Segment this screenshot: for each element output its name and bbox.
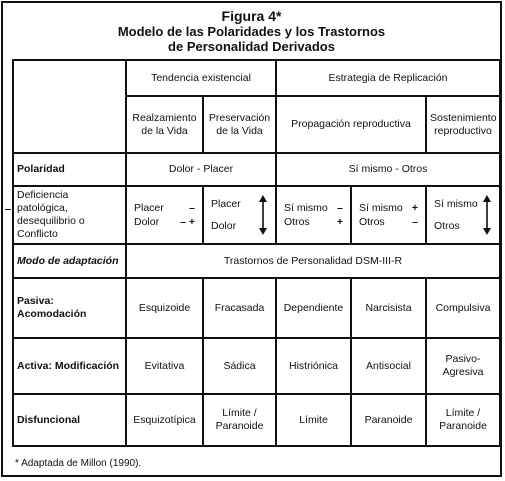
deficiencia-3-b-sign: + <box>336 216 343 228</box>
row-label-polaridad: Polaridad <box>13 153 126 186</box>
cell-disfuncional-3: Límite <box>276 394 351 446</box>
row-label-activa: Activa: Modificación <box>13 338 126 394</box>
cell-disfuncional-4: Paranoide <box>351 394 426 446</box>
deficiencia-1-a: Placer <box>134 202 164 214</box>
header-sostenimiento: Sostenimiento reproductivo <box>426 96 500 153</box>
title-line-1: Modelo de las Polaridades y los Trastornos <box>117 24 386 39</box>
deficiencia-cell-3 <box>276 186 351 244</box>
modo-dsm: Trastornos de Personalidad DSM-III-R <box>126 244 500 278</box>
cell-pasiva-1: Esquizoide <box>126 278 203 338</box>
cell-pasiva-2: Fracasada <box>203 278 276 338</box>
cell-disfuncional-5: Límite / Paranoide <box>426 394 500 446</box>
polaridad-dolor-placer: Dolor - Placer <box>126 153 276 186</box>
cell-activa-4: Antisocial <box>351 338 426 394</box>
deficiencia-3-b: Otros <box>284 216 310 228</box>
cell-activa-2: Sádica <box>203 338 276 394</box>
header-propagacion: Propagación reproductiva <box>276 96 426 153</box>
header-tendencia: Tendencia existencial <box>126 60 276 96</box>
table-row <box>13 338 500 394</box>
cell-pasiva-5: Compulsiva <box>426 278 500 338</box>
row-label-pasiva: Pasiva: Acomodación <box>13 278 126 338</box>
cell-activa-5: Pasivo-Agresiva <box>426 338 500 394</box>
deficiencia-cell-1 <box>126 186 203 244</box>
deficiencia-1-b-sign: – + <box>180 216 195 228</box>
deficiencia-3-a: Sí mismo <box>284 202 328 214</box>
table-row <box>13 394 500 446</box>
deficiencia-2-b: Dolor <box>211 220 237 232</box>
deficiencia-4-a-sign: + <box>411 202 418 214</box>
deficiencia-4-b: Otros <box>359 216 385 228</box>
deficiencia-5-b: Otros <box>434 220 460 232</box>
header-preservacion: Preservación de la Vida <box>203 96 276 153</box>
cell-activa-1: Evitativa <box>126 338 203 394</box>
header-realzamiento: Realzamiento de la Vida <box>126 96 203 153</box>
cell-pasiva-4: Narcisista <box>351 278 426 338</box>
deficiencia-5-a: Sí mismo <box>434 198 478 210</box>
deficiencia-3-a-sign: – <box>337 202 343 214</box>
deficiencia-1-b: Dolor <box>134 216 160 228</box>
footnote: * Adaptada de Millon (1990). <box>15 458 142 469</box>
cell-disfuncional-1: Esquizotípica <box>126 394 203 446</box>
figure-number: Figura 4* <box>221 8 282 24</box>
deficiencia-2-a: Placer <box>211 198 241 210</box>
up-down-arrow-icon <box>258 195 268 235</box>
row-label-deficiencia: Deficiencia patológica, desequilibrio o Conflicto <box>13 186 126 244</box>
cell-pasiva-3: Dependiente <box>276 278 351 338</box>
cell-activa-3: Histriónica <box>276 338 351 394</box>
table-row <box>13 278 500 338</box>
corner-cell <box>13 60 126 153</box>
deficiencia-cell-4 <box>351 186 426 244</box>
cell-disfuncional-2: Límite / Paranoide <box>203 394 276 446</box>
header-estrategia: Estrategia de Replicación <box>276 60 500 96</box>
margin-mark <box>5 209 11 210</box>
deficiencia-4-b-sign: – <box>412 216 418 228</box>
title-block <box>3 9 500 54</box>
deficiencia-4-a: Sí mismo <box>359 202 403 214</box>
deficiencia-cell-5 <box>426 186 500 244</box>
row-label-disfuncional: Disfuncional <box>13 394 126 446</box>
row-label-modo: Modo de adaptación <box>13 244 126 278</box>
title-line-2: de Personalidad Derivados <box>168 39 335 54</box>
deficiencia-cell-2 <box>203 186 276 244</box>
up-down-arrow-icon <box>482 195 492 235</box>
figure-page <box>1 1 502 477</box>
deficiencia-1-a-sign: – <box>189 202 195 214</box>
polarity-table <box>12 59 501 447</box>
polaridad-si-mismo-otros: Sí mismo - Otros <box>276 153 500 186</box>
